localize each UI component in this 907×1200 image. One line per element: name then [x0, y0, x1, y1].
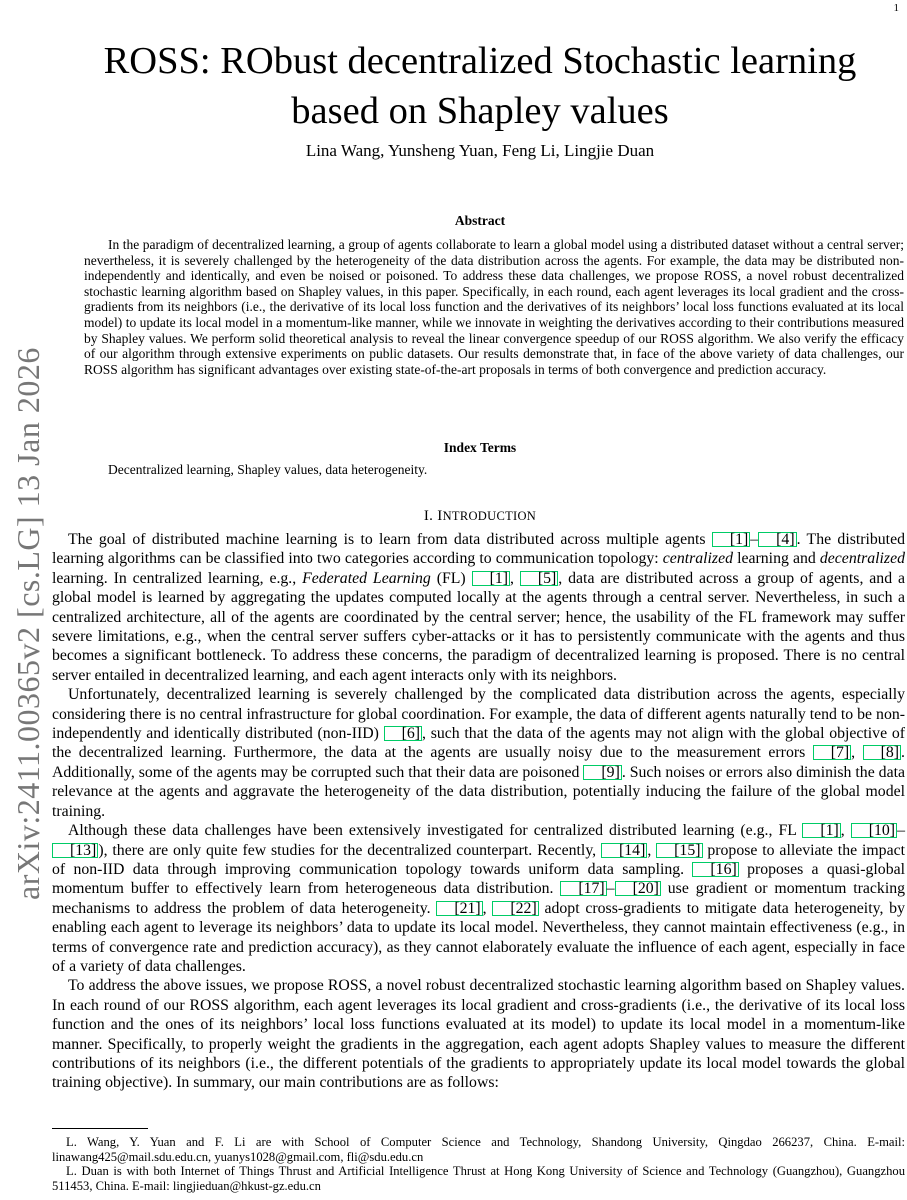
citation-link[interactable]: [13]: [52, 843, 98, 858]
footnote-1: L. Wang, Y. Yuan and F. Li are with School of Computer Science and Technology, Shandong University, Qingdao 266237, China. E-mail: linawang425@mail.sdu.edu.cn, yuanys1028@gmail.com, fli@sdu.edu.cn: [52, 1135, 905, 1164]
citation-link[interactable]: [14]: [601, 843, 647, 858]
arxiv-identifier: arXiv:2411.00365v2 [cs.LG] 13 Jan 2026: [10, 347, 46, 900]
section-heading: [50, 508, 907, 525]
citation-link[interactable]: [7]: [813, 745, 851, 760]
citation-link[interactable]: [1]: [802, 823, 840, 838]
footnote-rule: [52, 1128, 148, 1129]
section-title-initial: I: [437, 508, 443, 524]
citation-link[interactable]: [22]: [492, 901, 538, 916]
citation-link[interactable]: [6]: [384, 726, 422, 741]
citation-link[interactable]: [5]: [520, 571, 558, 586]
abstract-text: In the paradigm of decentralized learning, a group of agents collaborate to learn a global model using a distributed dataset without a central server; nevertheless, it is severely challenged by the heterogeneity of the data distribution across the agents. For example, the data may be distributed non-independently and identically, and even be noised or poisoned. To address these data challenges, we propose ROSS, a novel robust decentralized stochastic learning algorithm based on Shapley values, in this paper. Specifically, in each round, each agent leverages its local gradient and the cross-gradients from its neighbors (i.e., the derivative of its local loss function and the derivatives of its neighbors’ local loss functions evaluated at its local model) to update its local model in a momentum-like manner, while we innovate in weighting the derivatives according to their contributions measured by Shapley values. We perform solid theoretical analysis to reveal the linear convergence speedup of our ROSS algorithm. We also verify the efficacy of our algorithm through extensive experiments on public datasets. Our results demonstrate that, in face of the above variety of data challenges, our ROSS algorithm has significant advantages over existing state-of-the-art proposals in terms of both convergence and prediction accuracy.: [84, 237, 904, 377]
abstract-heading: Abstract: [454, 213, 506, 228]
citation-link[interactable]: [1]: [472, 571, 510, 586]
paragraph-2: Unfortunately, decentralized learning is severely challenged by the complicated data distribution across the agents, especially considering there is no central infrastructure for global coordination. For example, the data of different agents naturally tend to be non-independently and identically distributed (non-IID) [6] , such that the data of the agents may not align with the global objective of the decentralized learning. Furthermore, the data at the agents are usually noisy due to the measurement errors [7] , [8] . Additionally, some of the agents may be corrupted such that their data are poisoned [9] . Such noises or errors also diminish the data relevance at the agents and aggravate the heterogeneity of the data distribution, potentially inducing the failure of the global model training.: [52, 686, 905, 820]
footnotes: [52, 1135, 905, 1194]
citation-link[interactable]: [21]: [436, 901, 482, 916]
citation-link[interactable]: [4]: [758, 532, 796, 547]
section-title-rest: NTRODUCTION: [442, 509, 537, 523]
citation-link[interactable]: [17]: [560, 881, 606, 896]
footnote-2: L. Duan is with both Internet of Things Thrust and Artificial Intelligence Thrust at Hong Kong University of Science and Technology (Guangzhou), Guangzhou 511453, China. E-mail: lingjieduan@hkust-gz.edu.cn: [52, 1164, 905, 1194]
page-number: 1: [893, 2, 899, 14]
citation-link[interactable]: [8]: [863, 745, 901, 760]
section-numeral: I.: [423, 508, 434, 524]
author-list: Lina Wang, Yunsheng Yuan, Feng Li, Lingjie Duan: [305, 141, 655, 160]
title-line-2: based on Shapley values: [291, 90, 669, 132]
citation-link[interactable]: [1]: [712, 532, 750, 547]
paragraph-4: To address the above issues, we propose ROSS, a novel robust decentralized stochastic learning algorithm based on Shapley values. In each round of our ROSS algorithm, each agent leverages its local gradient and cross-gradients (i.e., the derivative of its local loss function and the ones of its neighbors’ local loss functions evaluated at its model) to update its local model in a momentum-like manner. Specifically, to properly weight the gradients in the aggregation, each agent adopts Shapley values to measure the different contributions of its neighbors (i.e., the different potentials of the gradients to appropriately update its local model towards the global training objective). In summary, our main contributions are as follows:: [52, 977, 905, 1092]
citation-link[interactable]: [20]: [615, 881, 661, 896]
paragraph-1: The goal of distributed machine learning is to learn from data distributed across multiple agents [1] – [4] . The distributed learning algorithms can be classified into two categories according to communication topology: centralized learning and decentralized learning. In centralized learning, e.g., Federated Learning (FL) [1] , [5] , data are distributed across a group of agents, and a global model is learned by aggregating the updates computed locally at the agents through a central server. Nevertheless, in such a centralized architecture, all of the agents are coordinated by the central server; hence, the usability of the FL framework may suffer severe limitations, e.g., when the central server suffers cyber-attacks or it has to persistently communicate with the agents and thus becomes a significant bottleneck. To address these concerns, the paradigm of decentralized learning is proposed. There is no central server entailed in decentralized learning, and each agent interacts only with its neighbors.: [52, 531, 906, 684]
citation-link[interactable]: [10]: [851, 823, 897, 838]
citation-link[interactable]: [9]: [583, 765, 621, 780]
citation-link[interactable]: [16]: [692, 862, 738, 877]
paragraph-3: Although these data challenges have been extensively investigated for centralized distributed learning (e.g., FL [1] , [10] –[13] ), there are only quite few studies for the decentralized counterpart. Recently, [14] , [15] propose to alleviate the impact of non-IID data through improving communication topology towards uniform data sampling. [16] proposes a quasi-global momentum buffer to effectively learn from heterogeneous data distribution. [17] – [20] use gradient or momentum tracking mechanisms to address the problem of data heterogeneity. [21] , [22] adopt cross-gradients to mitigate data heterogeneity, by enabling each agent to leverage its neighbors’ data to update its local model. Nevertheless, they cannot maintain effectiveness (e.g., in terms of convergence rate and prediction accuracy), as they cannot elaborately evaluate the influence of each agent, especially in face of a variety of data challenges.: [52, 822, 905, 975]
title-line-1: ROSS: RObust decentralized Stochastic learning: [103, 40, 857, 82]
paper-title: [50, 36, 907, 136]
citation-link[interactable]: [15]: [656, 843, 702, 858]
body-text: [52, 530, 905, 1093]
index-terms: Decentralized learning, Shapley values, data heterogeneity.: [108, 462, 428, 477]
index-terms-heading: Index Terms: [443, 440, 517, 455]
